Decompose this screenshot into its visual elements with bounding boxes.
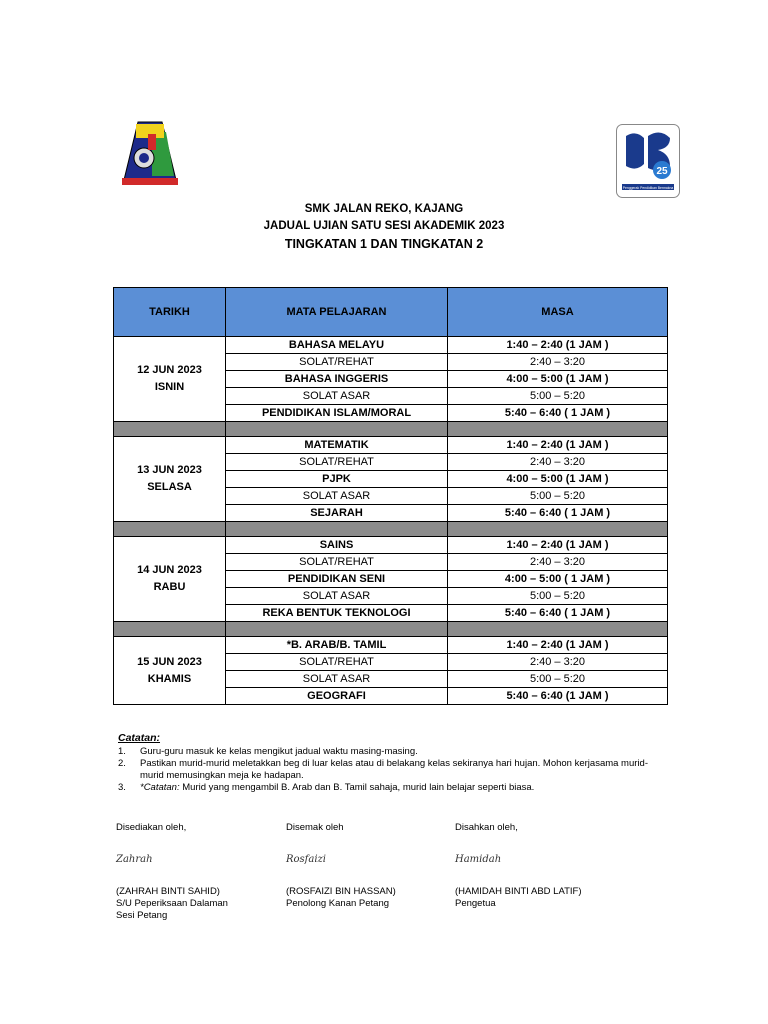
header-time: MASA — [448, 288, 668, 337]
svg-text:Penggerak Pendidikan Bermakna: Penggerak Pendidikan Bermakna — [622, 186, 674, 190]
signatory-role: Sesi Petang — [116, 910, 168, 921]
note-text: Guru-guru masuk ke kelas mengikut jadual waktu masing-masing. — [140, 746, 418, 757]
time-cell: 5:00 – 5:20 — [448, 671, 668, 688]
table-row — [114, 537, 668, 554]
subject-cell: GEOGRAFI — [226, 688, 448, 705]
time-cell: 1:40 – 2:40 (1 JAM ) — [448, 537, 668, 554]
time-cell: 5:00 – 5:20 — [448, 388, 668, 405]
notes-title: Catatan: — [118, 732, 161, 744]
subject-cell: BAHASA INGGERIS — [226, 371, 448, 388]
note-text-wrapper — [140, 782, 658, 794]
note-number: 1. — [118, 746, 126, 757]
date-cell — [114, 637, 226, 705]
note-prefix: *Catatan: — [140, 782, 180, 793]
time-cell: 5:40 – 6:40 ( 1 JAM ) — [448, 505, 668, 522]
subject-cell: PJPK — [226, 471, 448, 488]
signatory-role: S/U Peperiksaan Dalaman — [116, 898, 228, 909]
subject-cell: SOLAT ASAR — [226, 671, 448, 688]
signature-prepared — [116, 822, 228, 922]
table-row — [114, 337, 668, 354]
signature-label: Disemak oleh — [286, 822, 344, 833]
signature-checked — [286, 822, 396, 910]
separator-row — [114, 422, 668, 437]
svg-text:25: 25 — [656, 166, 668, 177]
time-cell: 4:00 – 5:00 (1 JAM ) — [448, 471, 668, 488]
table-row — [114, 637, 668, 654]
time-cell: 5:00 – 5:20 — [448, 588, 668, 605]
subject-cell: MATEMATIK — [226, 437, 448, 454]
note-item — [118, 746, 658, 758]
signature-scribble: Rosfaizi — [286, 854, 327, 865]
notes-section — [118, 732, 658, 794]
ministry-25-logo — [616, 124, 680, 198]
signature-scribble: Hamidah — [455, 854, 502, 865]
time-cell: 2:40 – 3:20 — [448, 654, 668, 671]
note-number: 2. — [118, 758, 126, 769]
date-cell — [114, 337, 226, 422]
time-cell: 5:40 – 6:40 ( 1 JAM ) — [448, 405, 668, 422]
time-cell: 1:40 – 2:40 (1 JAM ) — [448, 337, 668, 354]
signatory-name: (ROSFAIZI BIN HASSAN) — [286, 886, 396, 897]
signatory-role: Pengetua — [455, 898, 496, 909]
day-text: ISNIN — [154, 381, 185, 393]
signatory-name: (ZAHRAH BINTI SAHID) — [116, 886, 220, 897]
date-text: 13 JUN 2023 — [137, 464, 202, 476]
subject-cell: SOLAT ASAR — [226, 588, 448, 605]
subject-cell: SOLAT/REHAT — [226, 354, 448, 371]
time-cell: 4:00 – 5:00 ( 1 JAM ) — [448, 571, 668, 588]
day-text: KHAMIS — [147, 672, 192, 685]
time-cell: 4:00 – 5:00 (1 JAM ) — [448, 371, 668, 388]
note-item — [118, 782, 658, 794]
day-text: SELASA — [147, 481, 192, 493]
subject-cell: SEJARAH — [226, 505, 448, 522]
table-row — [114, 437, 668, 454]
header-subject: MATA PELAJARAN — [226, 288, 448, 337]
note-text: Pastikan murid-murid meletakkan beg di luar kelas atau di belakang kelas sekiranya hari hujan. Mohon kerjasama murid-murid memusingkan meja ke hadapan. — [140, 758, 648, 781]
notes-list — [118, 746, 658, 794]
school-name: SMK JALAN REKO, KAJANG — [304, 203, 464, 215]
separator-row — [114, 522, 668, 537]
signature-scribble: Zahrah — [116, 854, 153, 865]
subject-cell: BAHASA MELAYU — [226, 337, 448, 354]
time-cell: 1:40 – 2:40 (1 JAM ) — [448, 637, 668, 654]
subject-cell: SAINS — [226, 537, 448, 554]
time-cell: 5:00 – 5:20 — [448, 488, 668, 505]
time-cell: 5:40 – 6:40 ( 1 JAM ) — [448, 605, 668, 622]
subject-cell: SOLAT/REHAT — [226, 454, 448, 471]
header-date: TARIKH — [114, 288, 226, 337]
signatory-role: Penolong Kanan Petang — [286, 898, 390, 909]
page-subtitle: TINGKATAN 1 DAN TINGKATAN 2 — [284, 237, 484, 251]
note-item — [118, 758, 658, 782]
time-cell: 2:40 – 3:20 — [448, 354, 668, 371]
signature-label: Disahkan oleh, — [455, 822, 518, 833]
separator-row — [114, 622, 668, 637]
time-cell: 2:40 – 3:20 — [448, 454, 668, 471]
subject-cell: SOLAT ASAR — [226, 488, 448, 505]
table-header-row — [114, 288, 668, 337]
subject-cell: PENDIDIKAN ISLAM/MORAL — [226, 405, 448, 422]
date-text: 12 JUN 2023 — [137, 364, 202, 376]
day-text: RABU — [153, 581, 186, 593]
subject-cell: SOLAT/REHAT — [226, 654, 448, 671]
subject-cell: REKA BENTUK TEKNOLOGI — [226, 605, 448, 622]
exam-schedule-table — [113, 287, 668, 705]
subject-cell: PENDIDIKAN SENI — [226, 571, 448, 588]
subject-cell: SOLAT/REHAT — [226, 554, 448, 571]
subject-cell: *B. ARAB/B. TAMIL — [226, 637, 448, 654]
signature-label: Disediakan oleh, — [116, 822, 187, 833]
date-text: 15 JUN 2023 — [137, 655, 202, 668]
signatory-name: (HAMIDAH BINTI ABD LATIF) — [455, 886, 582, 897]
title-block — [0, 201, 768, 253]
page-title: JADUAL UJIAN SATU SESI AKADEMIK 2023 — [263, 220, 505, 232]
subject-cell: SOLAT ASAR — [226, 388, 448, 405]
date-text: 14 JUN 2023 — [137, 564, 202, 576]
time-cell: 5:40 – 6:40 (1 JAM ) — [448, 688, 668, 705]
note-text: Murid yang mengambil B. Arab dan B. Tamil sahaja, murid lain belajar seperti biasa. — [179, 782, 535, 793]
time-cell: 1:40 – 2:40 (1 JAM ) — [448, 437, 668, 454]
school-crest-logo — [118, 118, 182, 188]
signature-approved — [455, 822, 582, 910]
time-cell: 2:40 – 3:20 — [448, 554, 668, 571]
note-number: 3. — [118, 782, 126, 793]
date-cell — [114, 537, 226, 622]
date-cell — [114, 437, 226, 522]
